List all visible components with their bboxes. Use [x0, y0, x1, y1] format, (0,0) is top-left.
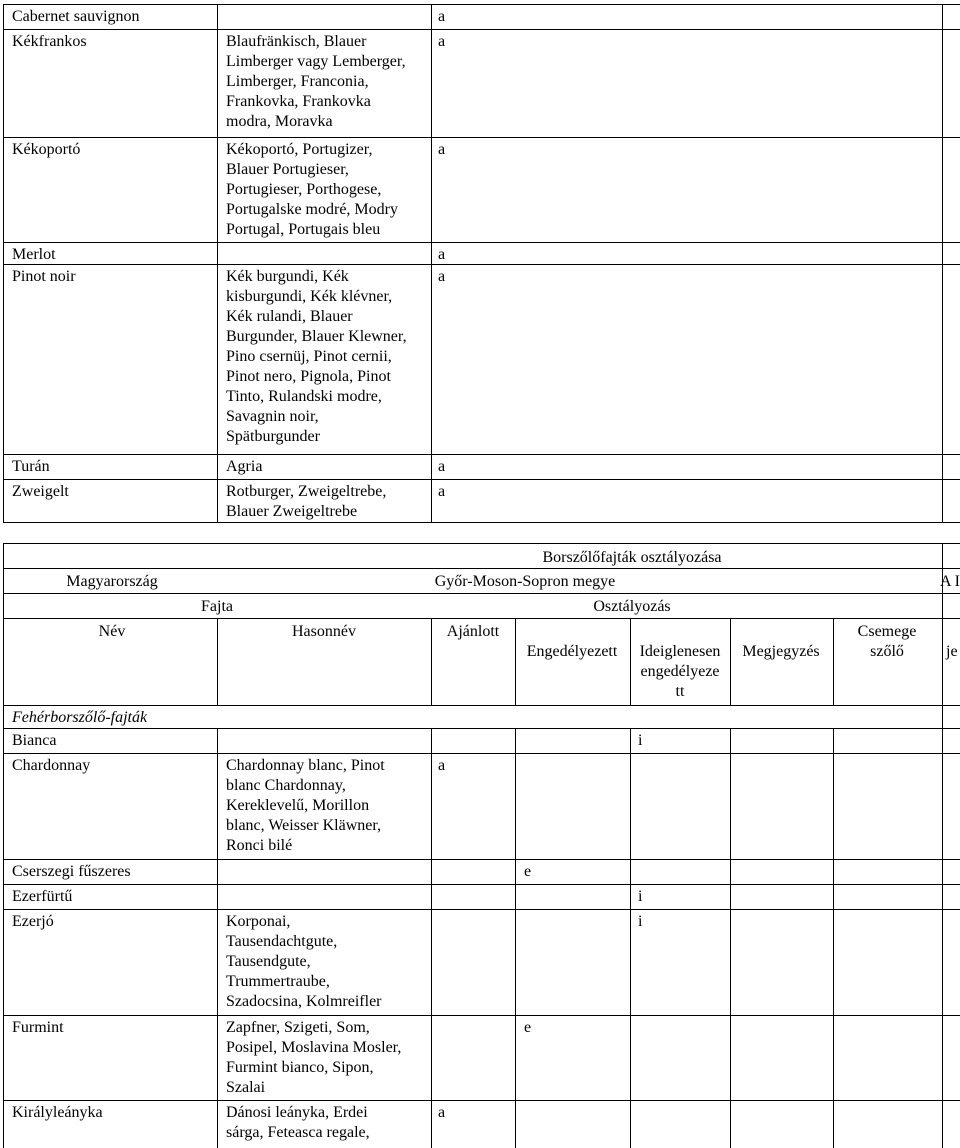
synonym-text: Szalai: [226, 1079, 266, 1096]
synonym-text: Pinot nero, Pignola, Pinot: [226, 368, 391, 385]
synonym-text: Rotburger, Zweigeltrebe,: [226, 483, 387, 500]
synonym-text: blanc Chardonnay,: [226, 777, 346, 794]
synonym-text: Tinto, Rulandski modre,: [226, 388, 382, 405]
table-rule: [942, 4, 943, 522]
synonym-text: Burgunder, Blauer Klewner,: [226, 328, 407, 345]
synonym-text: kisburgundi, Kék klévner,: [226, 288, 393, 305]
table-rule: [431, 728, 432, 1148]
table-rule: [3, 264, 960, 265]
table-rule: [3, 859, 960, 860]
synonym-text: Blaufränkisch, Blauer: [226, 33, 367, 50]
table-rule: [3, 137, 960, 138]
variety-name: Bianca: [12, 732, 57, 749]
synonym-text: Tausendgute,: [226, 953, 311, 970]
synonym-text: Korponai,: [226, 913, 291, 930]
variety-name: Kékfrankos: [12, 33, 87, 50]
table-rule: [3, 618, 960, 619]
ajanlott-mark: a: [438, 458, 446, 475]
synonym-text: Blauer Zweigeltrebe: [226, 503, 358, 520]
ajanlott-mark: a: [438, 483, 446, 500]
csemege-header: szőlő: [870, 643, 904, 660]
variety-name: Ezerjó: [12, 913, 54, 930]
synonym-text: Blauer Portugieser,: [226, 161, 349, 178]
nev-header: Név: [98, 623, 126, 640]
variety-name: Turán: [12, 458, 50, 475]
synonym-text: Posipel, Moslavina Mosler,: [226, 1039, 402, 1056]
region-cut-label: A I: [940, 573, 960, 590]
synonym-text: Limberger vagy Lemberger,: [226, 53, 406, 70]
synonym-text: Kékoportó, Portugizer,: [226, 141, 373, 158]
engedelyezett-mark: e: [524, 1019, 532, 1036]
table-rule: [3, 568, 960, 569]
ajanlott-header: Ajánlott: [446, 623, 500, 640]
table-rule: [3, 522, 960, 523]
ajanlott-mark: a: [438, 141, 446, 158]
synonym-text: Szadocsina, Kolmreifler: [226, 993, 382, 1010]
ideiglenesen-header: Ideiglenesen: [639, 643, 721, 660]
synonym-text: Kék burgundi, Kék: [226, 268, 349, 285]
ideiglenesen-header: tt: [675, 683, 685, 700]
synonym-text: Spätburgunder: [226, 428, 320, 445]
table-rule: [3, 29, 960, 30]
synonym-text: Zapfner, Szigeti, Som,: [226, 1019, 370, 1036]
table-rule: [3, 705, 960, 706]
ideiglenes-mark: i: [638, 913, 643, 930]
synonym-text: Furmint bianco, Sipon,: [226, 1059, 374, 1076]
fajta-header: Fajta: [201, 598, 233, 615]
table-rule: [833, 728, 834, 1148]
table-rule: [3, 454, 960, 455]
ajanlott-mark: a: [438, 246, 446, 263]
synonym-text: Trummertraube,: [226, 973, 330, 990]
table-rule: [217, 728, 218, 1148]
table-rule: [217, 4, 218, 522]
synonym-text: Dánosi leányka, Erdei: [226, 1104, 368, 1121]
synonym-text: Portugal, Portugais bleu: [226, 221, 381, 238]
ajanlott-mark: a: [438, 8, 446, 25]
table-rule: [3, 909, 960, 910]
variety-name: Pinot noir: [12, 268, 76, 285]
table-rule: [3, 884, 960, 885]
ideiglenes-mark: i: [638, 888, 643, 905]
synonym-text: sárga, Feteasca regale,: [226, 1124, 370, 1141]
megjegyzes-header: Megjegyzés: [742, 643, 820, 660]
variety-name: Cabernet sauvignon: [12, 8, 140, 25]
ajanlott-mark: a: [438, 33, 446, 50]
variety-name: Chardonnay: [12, 757, 91, 774]
table-rule: [3, 4, 960, 5]
synonym-text: Savagnin noir,: [226, 408, 319, 425]
cut-header: je: [946, 643, 958, 660]
table-rule: [730, 728, 731, 1148]
county-label: Győr-Moson-Sopron megye: [434, 573, 616, 590]
table-rule: [3, 479, 960, 480]
synonym-text: Ronci bilé: [226, 837, 293, 854]
variety-name: Merlot: [12, 246, 56, 263]
synonym-text: modra, Moravka: [226, 113, 333, 130]
variety-name: Kékoportó: [12, 141, 81, 158]
variety-name: Zweigelt: [12, 483, 69, 500]
table-rule: [630, 728, 631, 1148]
country-label: Magyarország: [66, 573, 158, 590]
ideiglenesen-header: engedélyeze: [640, 663, 720, 680]
table-rule: [3, 753, 960, 754]
variety-name: Ezerfürtű: [12, 888, 73, 905]
osztalyozas-header: Osztályozás: [593, 598, 671, 615]
table-rule: [431, 4, 432, 522]
synonym-text: Tausendachtgute,: [226, 933, 338, 950]
hasonnev-header: Hasonnév: [292, 623, 356, 640]
ajanlott-mark: a: [438, 1104, 446, 1121]
table-rule: [515, 728, 516, 1148]
synonym-text: Frankovka, Frankovka: [226, 93, 371, 110]
section-label: Fehérborszőlő-fajták: [12, 709, 148, 726]
ideiglenes-mark: i: [638, 732, 643, 749]
table-rule: [3, 543, 960, 544]
variety-name: Cserszegi fűszeres: [12, 863, 131, 880]
synonym-text: Limberger, Franconia,: [226, 73, 369, 90]
table-rule: [3, 1015, 960, 1016]
synonym-text: Kereklevelű, Morillon: [226, 797, 370, 814]
ajanlott-mark: a: [438, 757, 446, 774]
table-rule: [3, 1100, 960, 1101]
synonym-text: Chardonnay blanc, Pinot: [226, 757, 385, 774]
synonym-text: Portugalske modré, Modry: [226, 201, 398, 218]
variety-name: Királyleányka: [12, 1104, 103, 1121]
table-title: Borszőlőfajták osztályozása: [542, 549, 722, 566]
synonym-text: Agria: [226, 458, 263, 475]
variety-name: Furmint: [12, 1019, 64, 1036]
synonym-text: Portugieser, Porthogese,: [226, 181, 382, 198]
table-rule: [3, 4, 4, 522]
csemege-header: Csemege: [857, 623, 917, 640]
engedelyezett-mark: e: [524, 863, 532, 880]
table-rule: [3, 593, 960, 594]
table-rule: [3, 242, 960, 243]
engedelyezett-header: Engedélyezett: [526, 643, 618, 660]
synonym-text: Pino csernüj, Pinot cernii,: [226, 348, 392, 365]
table-rule: [3, 728, 960, 729]
ajanlott-mark: a: [438, 268, 446, 285]
synonym-text: blanc, Weisser Kläwner,: [226, 817, 382, 834]
synonym-text: Kék rulandi, Blauer: [226, 308, 353, 325]
